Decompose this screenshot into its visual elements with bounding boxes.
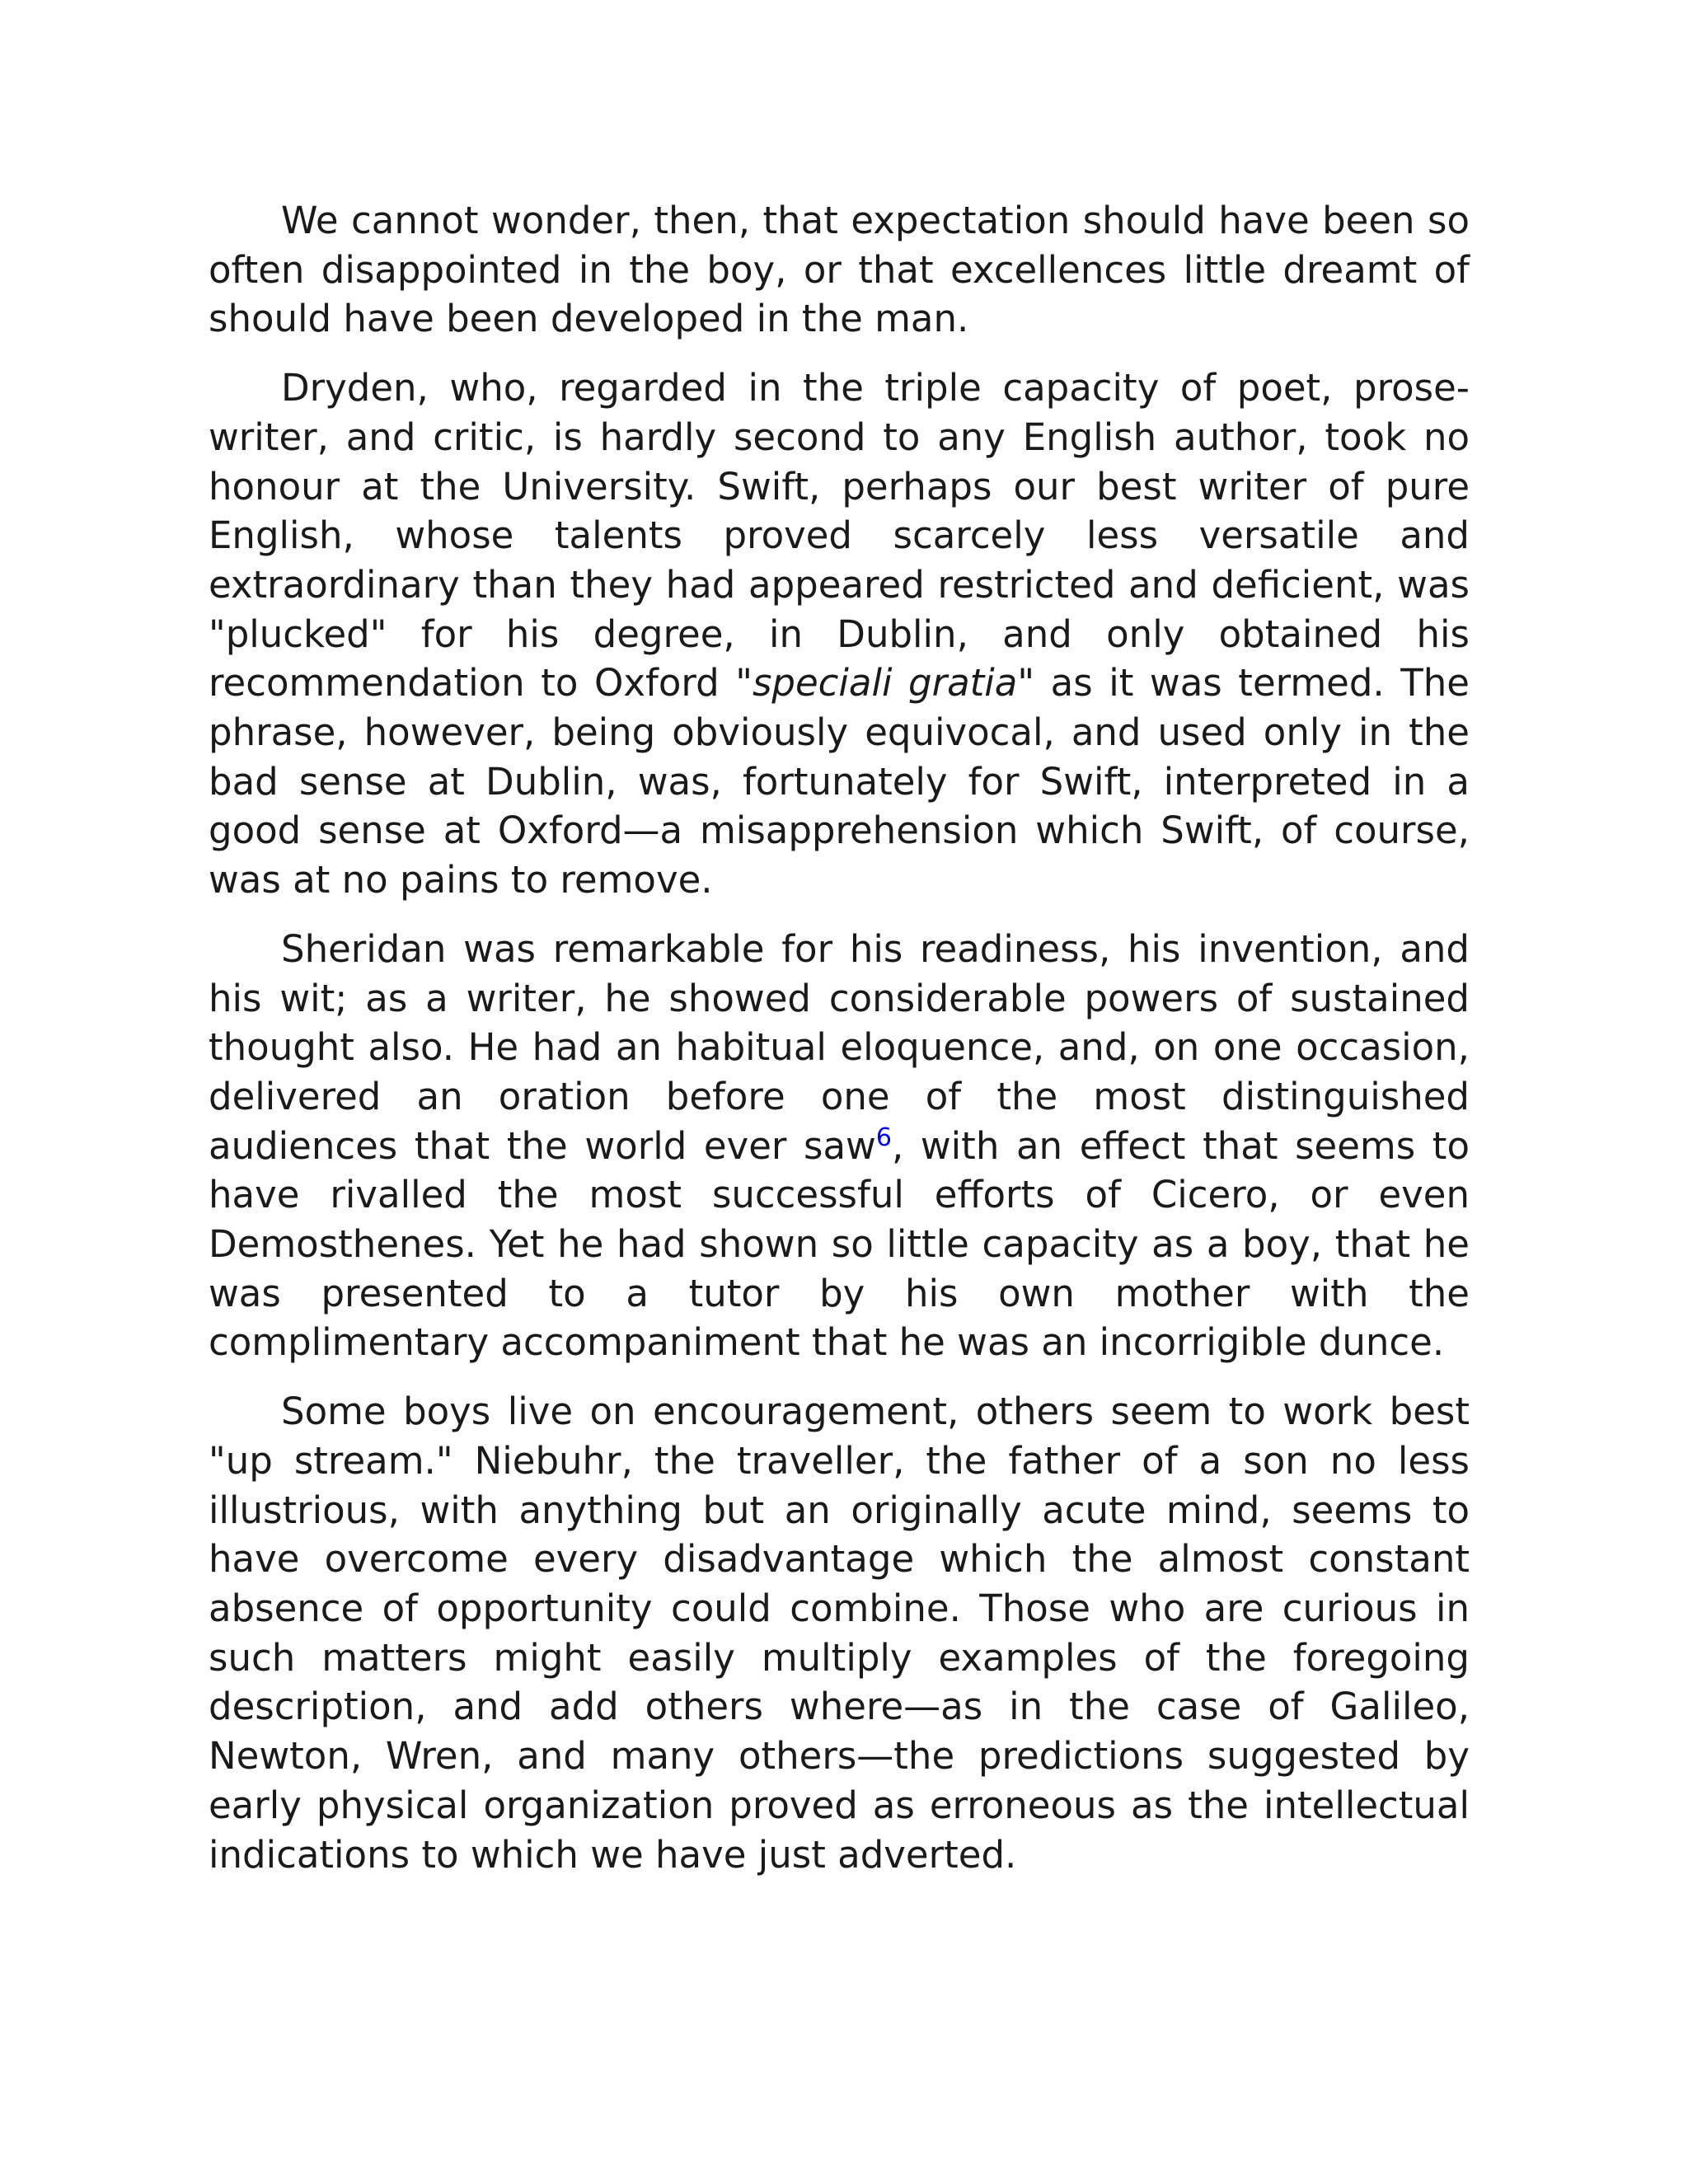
paragraph-2-text-before: Dryden, who, regarded in the triple capacity of poet, prose-writer, and critic, is hardly second to any English author, took no honour at the University. Swift, perhaps our best writer of pure English, whose talents proved scarcely less versatile and extraordinary than they had appeared restricted and deficient, was "plucked" for his degree, in Dublin, and only obtained his recommendation to Oxford " bbox=[209, 366, 1470, 705]
paragraph-3-text-after: , with an effect that seems to have rivalled the most successful efforts of Cicero, or even Demosthenes. Yet he had shown so little capacity as a boy, that he was presented to a tutor by his own mother with the complimentary accompaniment that he was an incorrigible dunce. bbox=[209, 1123, 1470, 1365]
body-text bbox=[209, 196, 1470, 1879]
paragraph-3-text-before: Sheridan was remarkable for his readiness, his invention, and his wit; as a writer, he showed considerable powers of sustained thought also. He had an habitual eloquence, and, on one occasion, delivered an oration before one of the most distinguished audiences that the world ever saw bbox=[209, 926, 1470, 1168]
paragraph-2-text-after: " as it was termed. The phrase, however, being obviously equivocal, and used only in the bad sense at Dublin, was, fortunately for Swift, interpreted in a good sense at Oxford—a misapprehension which Swift, of course, was at no pains to remove. bbox=[209, 661, 1470, 902]
paragraph-1-text: We cannot wonder, then, that expectation should have been so often disappointed in the boy, or that excellences little dreamt of should have been developed in the man. bbox=[209, 199, 1470, 341]
latin-phrase: speciali gratia bbox=[752, 661, 1018, 705]
paragraph-4-text: Some boys live on encouragement, others seem to work best "up stream." Niebuhr, the traveller, the father of a son no less illustrious, with anything but an originally acute mind, seems to have overcome every disadvantage which the almost constant absence of opportunity could combine. Those who are curious in such matters might easily multiply examples of the foregoing description, and add others where—as in the case of Galileo, Newton, Wren, and many others—the predictions suggested by early physical organization proved as erroneous as the intellectual indications to which we have just adverted. bbox=[209, 1390, 1470, 1877]
paragraph-1 bbox=[209, 196, 1470, 344]
paragraph-4 bbox=[209, 1387, 1470, 1879]
footnote-link[interactable]: 6 bbox=[875, 1122, 892, 1152]
paragraph-2 bbox=[209, 363, 1470, 905]
paragraph-3 bbox=[209, 925, 1470, 1367]
